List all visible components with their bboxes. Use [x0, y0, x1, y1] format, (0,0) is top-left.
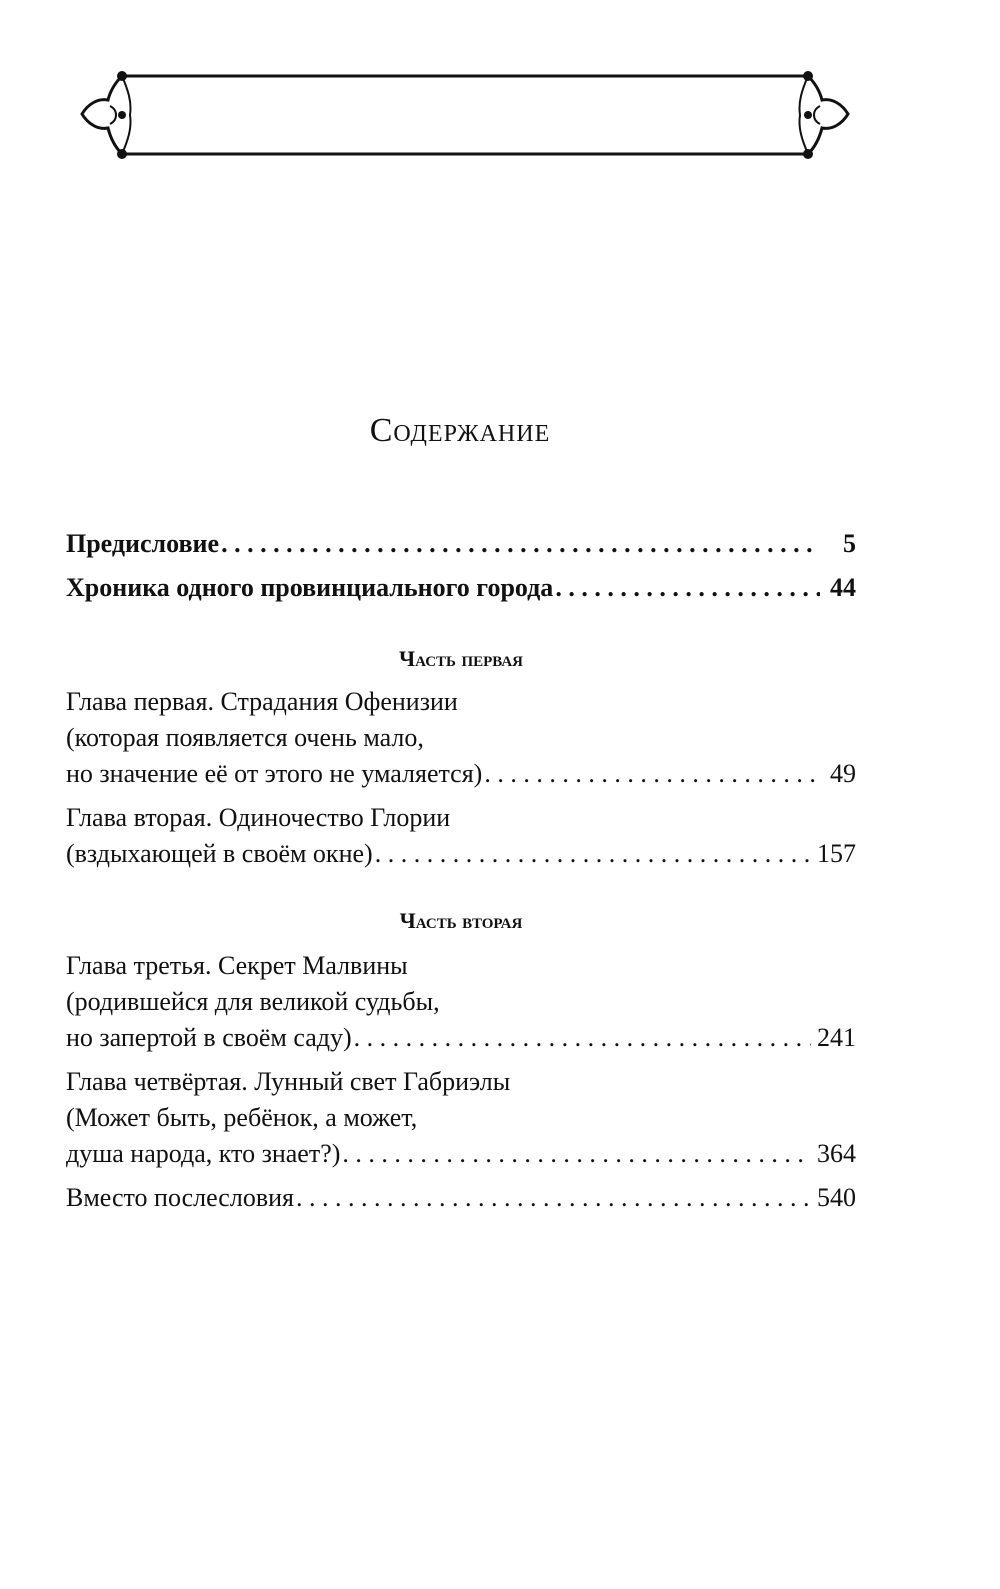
leader-dots — [296, 1180, 811, 1216]
toc-entry-title: Хроника одного провинциального города — [66, 573, 554, 602]
ornamental-header-frame — [70, 62, 860, 170]
toc-entry-chapter-2[interactable] — [66, 800, 856, 872]
toc-page-number: 241 — [817, 1023, 856, 1052]
contents-heading: Содержание — [369, 412, 551, 449]
toc-page-number: 5 — [843, 529, 856, 558]
toc-entry-line: Глава четвёртая. Лунный свет Габриэлы — [66, 1067, 511, 1096]
leader-dots — [354, 1020, 811, 1056]
toc-entry-preface[interactable] — [66, 526, 856, 562]
toc-entry-chapter-1[interactable] — [66, 684, 856, 792]
leader-dots — [484, 756, 820, 792]
toc-entry-line: Глава первая. Страдания Офенизии — [66, 687, 458, 716]
toc-page-number: 364 — [817, 1139, 856, 1168]
toc-entry-line: (вздыхающей в своём окне) — [66, 839, 373, 868]
toc-page-number: 157 — [817, 839, 856, 868]
toc-entry-chapter-4[interactable] — [66, 1064, 856, 1172]
toc-entry-chronicle[interactable] — [66, 570, 856, 606]
leader-dots — [342, 1136, 811, 1172]
toc-entry-title: Предисловие — [66, 529, 220, 558]
toc-entry-line: душа народа, кто знает?) — [66, 1139, 341, 1168]
part-heading-second: Часть вторая — [399, 908, 523, 933]
toc-entry-title: Вместо послесловия — [66, 1183, 294, 1212]
leader-dots — [375, 836, 811, 872]
toc-entry-afterword[interactable] — [66, 1180, 856, 1216]
toc-entry-line: (которая появляется очень мало, — [66, 723, 424, 752]
part-heading-first: Часть первая — [398, 646, 524, 671]
toc-entry-chapter-3[interactable] — [66, 948, 856, 1056]
toc-entry-line: (Может быть, ребёнок, а может, — [66, 1103, 418, 1132]
toc-entry-line: Глава третья. Секрет Малвины — [66, 951, 408, 980]
leader-dots — [555, 570, 820, 606]
toc-page-number: 540 — [817, 1183, 856, 1212]
toc-entry-line: Глава вторая. Одиночество Глории — [66, 803, 451, 832]
toc-entry-line: но значение её от этого не умаляется) — [66, 759, 483, 788]
toc-page-number: 49 — [830, 759, 856, 788]
toc-entry-line: но запертой в своём саду) — [66, 1023, 352, 1052]
toc-page-number: 44 — [830, 573, 856, 602]
toc-entry-line: (родившейся для великой судьбы, — [66, 987, 440, 1016]
leader-dots — [221, 526, 820, 562]
